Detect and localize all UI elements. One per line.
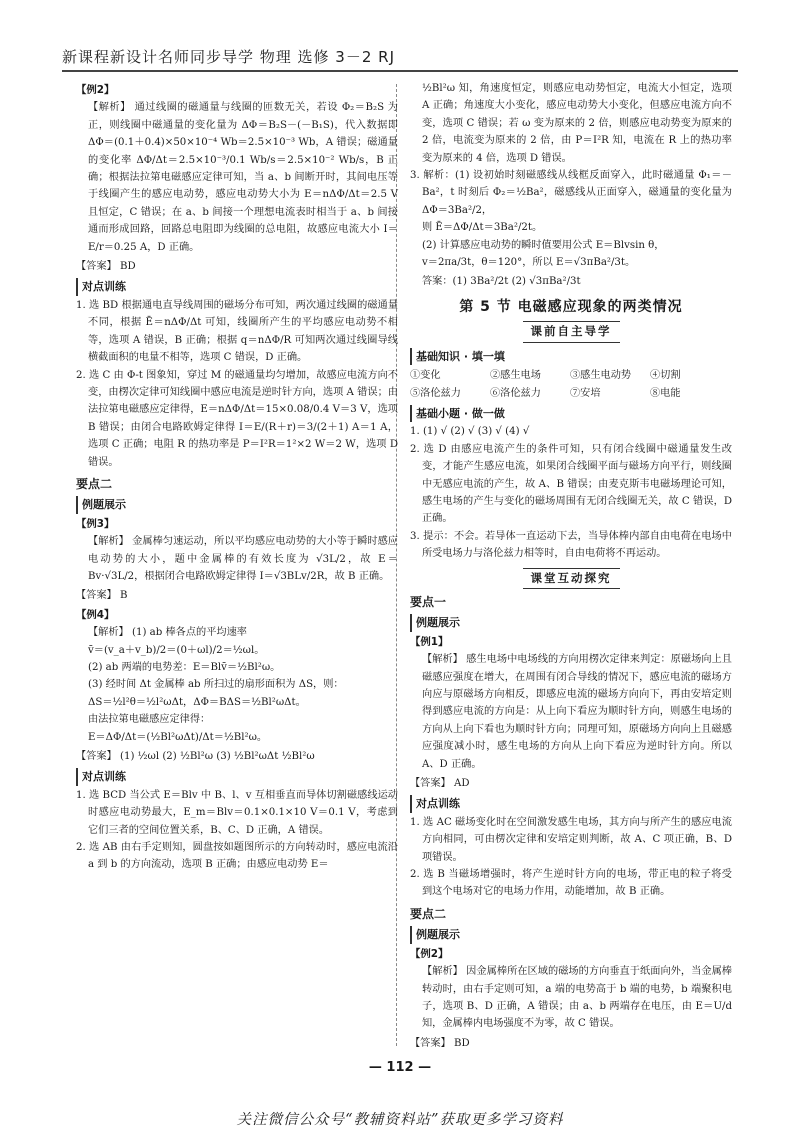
key-point-2-heading: 要点二	[76, 476, 113, 491]
basic-knowledge-heading: 基础知识 · 填一填	[410, 348, 732, 365]
continued-answer: ½Bl²ω 知，角速度恒定，则感应电动势恒定，电流大小恒定，选项 A 正确；角速度大小变化，感应电动势大小变化，但感应电流方向不变，选项 C 错误；若 ω 变为原来的 2 倍，则感应电动势变为原来的 2 倍，电流变为原来的 2 倍，由 P＝I²R 知，电流在 R 上的热功率变为原来的 4 倍，选项 D 错误。	[422, 83, 732, 164]
question-3-line: v＝2πa/3t，θ＝120°，所以 E＝√3πBa²/3t。	[422, 257, 636, 269]
example-4-line: 【解析】 (1) ab 棒各点的平均速率	[88, 627, 247, 639]
fill-item: ⑥洛伦兹力	[490, 387, 541, 399]
section-title: 第 5 节 电磁感应现象的两类情况	[459, 298, 683, 315]
example-2-label: 【例2】	[76, 84, 115, 96]
example-2b-label: 【例2】	[410, 947, 449, 960]
example-4-line: v̄＝(v_a＋v_b)/2＝(0＋ωl)/2＝½ωl。	[88, 644, 265, 656]
fill-item: ④切割	[650, 370, 681, 382]
drill-1-item: 2. 选 C 由 Φ-t 图象知，穿过 M 的磁通量均匀增加，故感应电流方向不变，由楞次定律可知线圈中感应电流是逆时针方向，选项 A 错误；由法拉第电磁感应定律得，E＝nΔΦ/Δt＝15×0.08/0.4 V＝3 V，选项 B 错误；由闭合电路欧姆定律得 I＝E/(R＋r)＝3/(2＋1) A＝1 A，选项 C 正确；电阻 R 的热功率是 P＝I²R＝1²×2 W＝2 W，选项 D 错误。	[76, 369, 398, 468]
drill-2-item: 2. 选 AB 由右手定则知，圆盘按如题图所示的方向转动时，感应电流沿 a 到 b 的方向流动，选项 B 正确；由感应电动势 E＝	[76, 842, 398, 871]
key-point-2-heading: 要点二	[410, 906, 447, 921]
page-header: 新课程新设计名师同步导学 物理 选修 3－2 RJ	[62, 48, 396, 66]
drill-item: 2. 选 B 当磁场增强时，将产生逆时针方向的电场，带正电的粒子将受到这个电场对它的电场力作用，动能增加，故 B 正确。	[410, 869, 732, 898]
example-3-label: 【例3】	[76, 517, 115, 530]
exercise-item: 3. 提示：不会。若导体一直运动下去，当导体棒内部自由电荷在电场中所受电场力与洛伦兹力相等时，自由电荷将不再运动。	[410, 530, 732, 560]
demo-heading: 例题展示	[410, 926, 732, 943]
exercise-item: 2. 选 D 由感应电流产生的条件可知，只有闭合线圈中磁通量发生改变，才能产生感应电流，如果闭合线圈平面与磁场方向平行，则线圈中无感应电流的产生，故 A、B 错误；由麦克斯韦电磁场理论可知，感生电场的产生与变化的磁场周围有无闭合线圈无关，故 C 错误，D 正确。	[410, 443, 732, 525]
drill-2-item: 1. 选 BCD 当公式 E＝Blv 中 B、l、v 互相垂直而导体切割磁感线运动时感应电动势最大，E_m＝Blv＝0.1×0.1×10 V＝0.1 V，考虑到它们三者的空间位置关系，B、C、D 正确，A 错误。	[76, 789, 398, 836]
example-4-answer: 【答案】 (1) ½ωl (2) ½Bl²ω (3) ½Bl²ωΔt ½Bl²ω	[76, 751, 315, 763]
left-column	[76, 80, 398, 874]
example-2b-answer: 【答案】 BD	[410, 1037, 470, 1049]
fill-item: ⑦安培	[570, 387, 601, 399]
basic-exercise-heading: 基础小题 · 做一做	[410, 405, 732, 422]
question-3-line: 3. 解析：(1) 设初始时刻磁感线从线框反面穿入，此时磁通量 Φ₁＝－Ba²，t 时刻后 Φ₂＝½Ba²，磁感线从正面穿入，磁通量的变化量为 ΔΦ＝3Ba²/2，	[410, 170, 732, 216]
example-2-answer: 【答案】 BD	[76, 261, 136, 273]
drill-heading: 对点训练	[410, 795, 732, 812]
fill-item: ②感生电场	[490, 370, 541, 382]
fill-item: ⑤洛伦兹力	[410, 387, 461, 399]
question-3-answer: 答案：(1) 3Ba²/2t (2) √3πBa²/3t	[422, 276, 581, 288]
example-4-line: E＝ΔΦ/Δt＝(½Bl²ωΔt)/Δt＝½Bl²ω。	[88, 731, 268, 743]
example-4-line: (2) ab 两端的电势差：E＝Blv̄＝½Bl²ω。	[88, 662, 281, 673]
in-class-banner: 课堂互动探究	[410, 568, 732, 589]
drill-2-heading: 对点训练	[76, 768, 398, 785]
example-1-label: 【例1】	[410, 635, 449, 648]
header-rule	[62, 70, 738, 72]
pre-class-banner: 课前自主导学	[410, 321, 732, 342]
example-4-line: (3) 经时间 Δt 金属棒 ab 所扫过的扇形面积为 ΔS，则：	[88, 679, 344, 691]
example-4-line: ΔS＝½l²θ＝½l²ωΔt，ΔΦ＝BΔS＝½Bl²ωΔt。	[88, 696, 306, 708]
footer-note: 关注微信公众号“教辅资料站”获取更多学习资料	[236, 1112, 564, 1128]
example-1-analysis: 【解析】 感生电场中电场线的方向用楞次定律来判定：原磁场向上且磁感应强度在增大，在周围有闭合导线的情况下，感应电流的磁场方向应与原磁场方向相反，即感应电流的磁场方向向下，再由安培定则得到感应电流的方向是：从上向下看应为顺时针方向，则感生电场的方向从上向下看也为顺时针方向；同理可知，原磁场方向向上且磁感应强度减小时，感生电场的方向从上向下看应为逆时针方向。所以 A、D 正确。	[422, 654, 732, 770]
example-1-answer: 【答案】 AD	[410, 778, 470, 790]
fill-in-answers	[410, 367, 732, 402]
example-3-answer: 【答案】 B	[76, 590, 128, 602]
exercise-item: 1. (1) √ (2) √ (3) √ (4) √	[410, 426, 530, 438]
example-2b-analysis: 【解析】 因金属棒所在区域的磁场的方向垂直于纸面向外，当金属棒转动时，由右手定则可知，a 端的电势高于 b 端的电势，b 端聚积电子，选项 B、D 正确，A 错误；由 a、b 两端存在电压，由 E＝U/d 知，金属棒内电场强度不为零，故 C 错误。	[422, 966, 732, 1030]
question-3-line: (2) 计算感应电动势的瞬时值要用公式 E＝Blvsin θ，	[422, 239, 665, 251]
drill-1-item: 1. 选 BD 根据通电直导线周围的磁场分布可知，两次通过线圈的磁通量不同，根据 Ē＝nΔΦ/Δt 可知，线圈所产生的平均感应电动势不相等，选项 A 错误，B 正确；根据 q＝nΔΦ/R 可知两次通过线圈导线横截面积的电量不相等，选项 C 错误，D 正确。	[76, 299, 398, 364]
demo-heading: 例题展示	[76, 496, 398, 513]
right-column	[410, 80, 732, 1054]
example-3-analysis: 【解析】 金属棒匀速运动，所以平均感应电动势的大小等于瞬时感应电动势的大小，题中金属棒的有效长度为 √3L/2，故 E＝Bv·√3L/2，根据闭合电路欧姆定律得 I＝√3BLv/2R，故 B 正确。	[88, 536, 398, 582]
example-2-analysis: 【解析】 通过线圈的磁通量与线圈的匝数无关，若设 Φ₂＝B₂S 为正，则线圈中磁通量的变化量为 ΔΦ＝B₂S－(－B₁S)，代入数据即 ΔΦ＝(0.1＋0.4)×50×10⁻⁴ Wb＝2.5×10⁻³ Wb，A 错误；磁通量的变化率 ΔΦ/Δt＝2.5×10⁻³/0.1 Wb/s＝2.5×10⁻² Wb/s，B 正确；根据法拉第电磁感应定律可知，当 a、b 间断开时，其间电压等于线圈产生的感应电动势，感应电动势大小为 E＝nΔΦ/Δt＝2.5 V 且恒定，C 错误；在 a、b 间接一个理想电流表时相当于 a、b 间接通而形成回路，回路总电阻即为线圈的总电阻，故感应电流大小 I＝E/r＝0.25 A，D 正确。	[88, 102, 398, 253]
question-3-line: 则 Ē＝ΔΦ/Δt＝3Ba²/2t。	[422, 222, 543, 234]
example-4-label: 【例4】	[76, 608, 115, 621]
key-point-1-heading: 要点一	[410, 594, 447, 609]
fill-item: ①变化	[410, 370, 441, 382]
page-number: — 112 —	[368, 1060, 432, 1075]
demo-heading: 例题展示	[410, 614, 732, 631]
fill-item: ⑧电能	[650, 387, 681, 399]
drill-1-heading: 对点训练	[76, 278, 398, 295]
example-4-line: 由法拉第电磁感应定律得：	[88, 714, 211, 726]
drill-item: 1. 选 AC 磁场变化时在空间激发感生电场，其方向与所产生的感应电流方向相同，可由楞次定律和安培定则判断，故 A、C 项正确，B、D 项错误。	[410, 816, 732, 863]
fill-item: ③感生电动势	[570, 370, 632, 382]
